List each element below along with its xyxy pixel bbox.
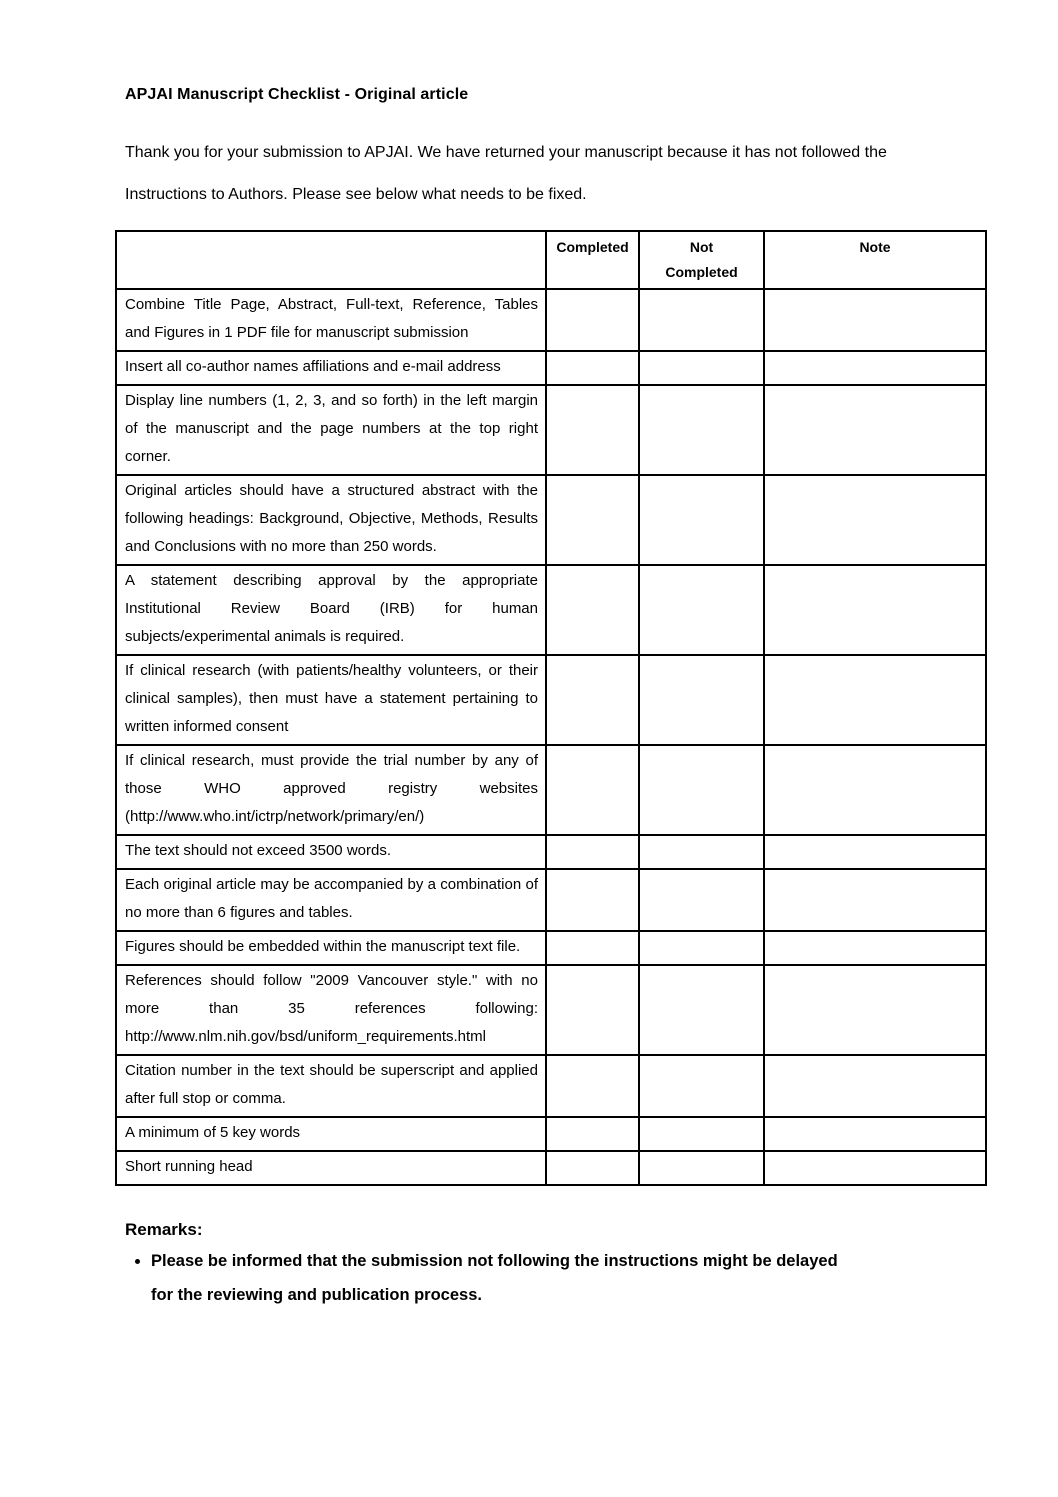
checklist-table [115, 230, 987, 1186]
checklist-item-text: Each original article may be accompanied by a combination of no more than 6 figures and tables. [116, 869, 546, 931]
document-title: APJAI Manuscript Checklist - Original article [125, 86, 469, 103]
table-row [116, 655, 986, 745]
note-cell [764, 289, 986, 351]
checklist-item-text: Short running head [116, 1151, 546, 1185]
note-cell [764, 869, 986, 931]
table-row [116, 1117, 986, 1151]
completed-cell [546, 745, 639, 835]
checklist-item-text: Original articles should have a structured abstract with the following headings: Background, Objective, Methods, Results and Conclusions with no more than 250 words. [116, 475, 546, 565]
note-column-header: Note [764, 231, 986, 289]
not-completed-cell [639, 385, 764, 475]
note-cell [764, 655, 986, 745]
completed-cell [546, 385, 639, 475]
table-row [116, 1151, 986, 1185]
checklist-item-text: Citation number in the text should be superscript and applied after full stop or comma. [116, 1055, 546, 1117]
not-completed-cell [639, 1055, 764, 1117]
completed-cell [546, 1151, 639, 1185]
table-row [116, 475, 986, 565]
completed-cell [546, 1117, 639, 1151]
table-row [116, 965, 986, 1055]
checklist-item-text: The text should not exceed 3500 words. [116, 835, 546, 869]
checklist-item-text: A minimum of 5 key words [116, 1117, 546, 1151]
remarks-list [115, 1244, 985, 1312]
completed-cell [546, 965, 639, 1055]
not-completed-column-header [639, 231, 764, 289]
not-completed-cell [639, 565, 764, 655]
completed-column-header-label: Completed [556, 239, 629, 255]
not-completed-cell [639, 1117, 764, 1151]
not-completed-cell [639, 289, 764, 351]
note-cell [764, 1055, 986, 1117]
item-column-header [116, 231, 546, 289]
not-completed-column-header-label: Not Completed [665, 239, 738, 280]
not-completed-cell [639, 745, 764, 835]
note-cell [764, 931, 986, 965]
note-cell [764, 475, 986, 565]
table-row [116, 289, 986, 351]
note-cell [764, 1151, 986, 1185]
checklist-item-text: Display line numbers (1, 2, 3, and so forth) in the left margin of the manuscript and the page numbers at the top right corner. [116, 385, 546, 475]
completed-cell [546, 835, 639, 869]
table-row [116, 745, 986, 835]
not-completed-cell [639, 835, 764, 869]
table-row [116, 1055, 986, 1117]
table-row [116, 385, 986, 475]
completed-cell [546, 869, 639, 931]
note-cell [764, 385, 986, 475]
completed-cell [546, 289, 639, 351]
remarks-heading: Remarks: [125, 1220, 203, 1239]
table-row [116, 835, 986, 869]
not-completed-cell [639, 1151, 764, 1185]
note-cell [764, 745, 986, 835]
remarks-bullet-item: • Please be informed that the submission not following the instructions might be delayed for the reviewing and publication process. [151, 1244, 856, 1312]
checklist-item-text: If clinical research, must provide the trial number by any of those WHO approved registry websites (http://www.who.int/ictrp/network/primary/en/) [116, 745, 546, 835]
checklist-item-text: Insert all co-author names affiliations and e-mail address [116, 351, 546, 385]
checklist-item-text: If clinical research (with patients/healthy volunteers, or their clinical samples), then must have a statement pertaining to written informed consent [116, 655, 546, 745]
completed-cell [546, 565, 639, 655]
intro-paragraph: Thank you for your submission to APJAI. We have returned your manuscript because it has not followed the Instructions to Authors. Please see below what needs to be fixed. [125, 144, 887, 203]
checklist-item-text: A statement describing approval by the appropriate Institutional Review Board (IRB) for human subjects/experimental animals is required. [116, 565, 546, 655]
not-completed-cell [639, 475, 764, 565]
table-row [116, 931, 986, 965]
completed-cell [546, 351, 639, 385]
note-cell [764, 1117, 986, 1151]
note-cell [764, 351, 986, 385]
completed-column-header [546, 231, 639, 289]
checklist-item-text: Figures should be embedded within the manuscript text file. [116, 931, 546, 965]
checklist-item-text: References should follow "2009 Vancouver style." with no more than 35 references following: http://www.nlm.nih.gov/bsd/uniform_requirements.html [116, 965, 546, 1055]
not-completed-cell [639, 965, 764, 1055]
completed-cell [546, 475, 639, 565]
completed-cell [546, 1055, 639, 1117]
completed-cell [546, 931, 639, 965]
not-completed-cell [639, 655, 764, 745]
not-completed-cell [639, 351, 764, 385]
table-header-row [116, 231, 986, 289]
table-row [116, 869, 986, 931]
table-row [116, 351, 986, 385]
note-cell [764, 565, 986, 655]
not-completed-cell [639, 869, 764, 931]
table-row [116, 565, 986, 655]
note-cell [764, 965, 986, 1055]
completed-cell [546, 655, 639, 745]
not-completed-cell [639, 931, 764, 965]
checklist-item-text: Combine Title Page, Abstract, Full-text, Reference, Tables and Figures in 1 PDF file for manuscript submission [116, 289, 546, 351]
note-cell [764, 835, 986, 869]
